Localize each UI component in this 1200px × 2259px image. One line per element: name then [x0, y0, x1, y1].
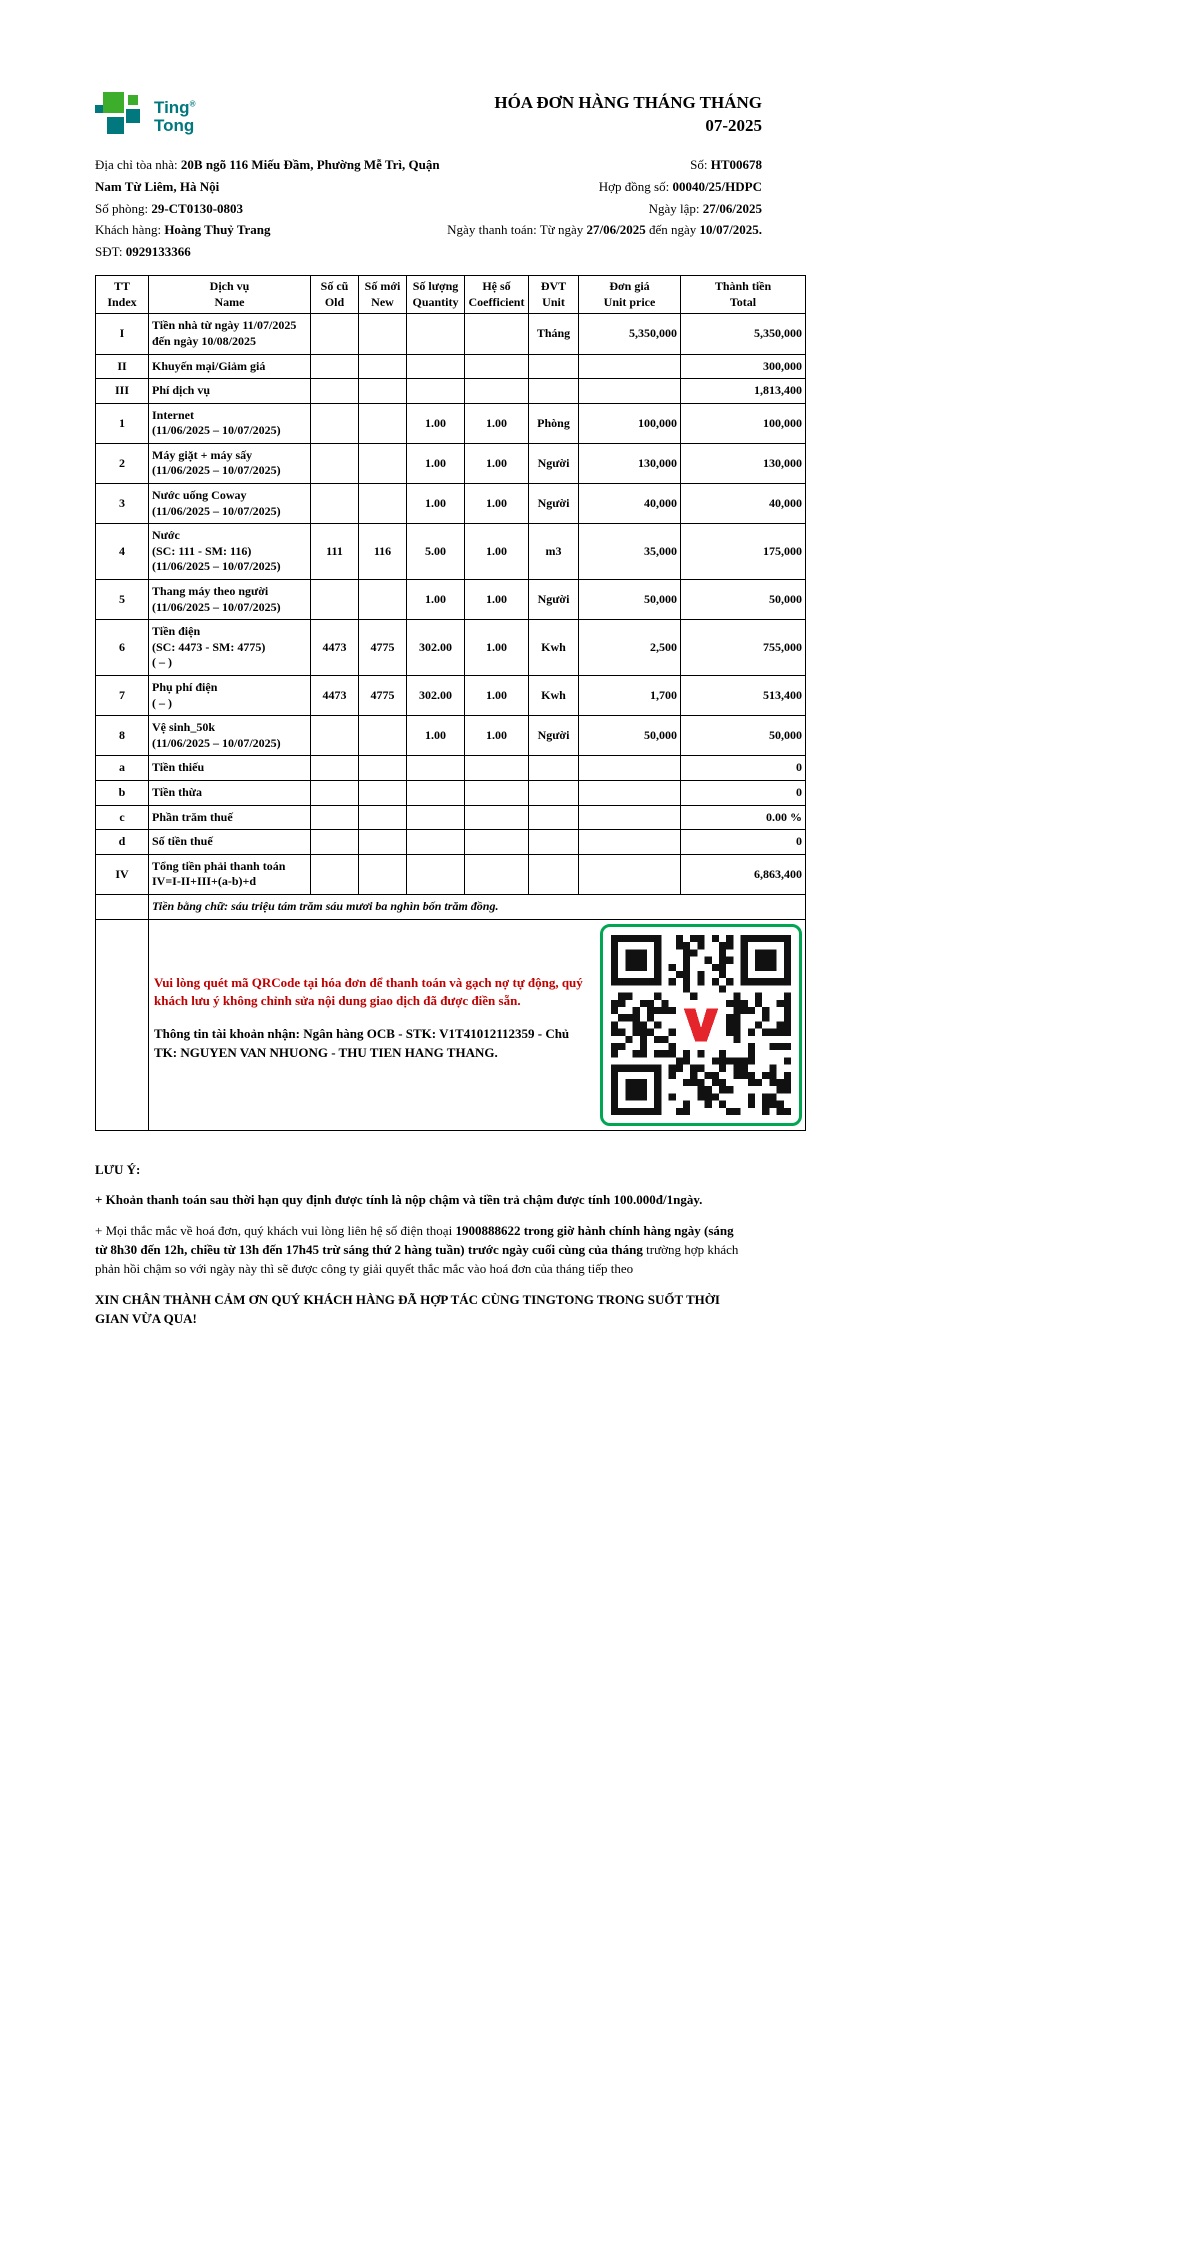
cell-unit-price	[579, 830, 681, 855]
cell-new	[359, 403, 407, 443]
column-header-text: Thành tiền	[714, 279, 772, 294]
column-header-text: Quantity	[412, 294, 459, 309]
cell-name	[149, 580, 311, 620]
table-row	[96, 403, 806, 443]
cell-unit: Kwh	[529, 620, 579, 676]
table-row	[96, 676, 806, 716]
cell-unit: Phòng	[529, 403, 579, 443]
text-segment: + Mọi thắc mắc về hoá đơn, quý khách vui lòng liên hệ số điện thoại	[95, 1223, 456, 1239]
cell-unit: Kwh	[529, 676, 579, 716]
service-name-line: (11/06/2025 – 10/07/2025)	[152, 423, 281, 438]
cell-total: 0	[681, 830, 806, 855]
cell-name	[149, 620, 311, 676]
column-header-text: Số lượng	[412, 279, 459, 294]
invoice-number	[447, 154, 762, 176]
hotline-note	[95, 1222, 743, 1279]
cell-old	[311, 716, 359, 756]
cell-total: 175,000	[681, 524, 806, 580]
column-header-quantity	[407, 276, 465, 314]
cell-new	[359, 830, 407, 855]
text-segment: Hoàng Thuỷ Trang	[164, 222, 271, 238]
cell-coefficient	[465, 314, 529, 354]
service-name-line: Phụ phí điện	[152, 680, 218, 695]
cell-total: 1,813,400	[681, 379, 806, 404]
cell-index: 1	[96, 403, 149, 443]
service-name-line: Phần trăm thuế	[152, 809, 233, 824]
cell-old: 4473	[311, 676, 359, 716]
cell-total: 755,000	[681, 620, 806, 676]
cell-unit	[529, 854, 579, 894]
cell-new	[359, 443, 407, 483]
document-header	[95, 92, 805, 142]
cell-unit-price	[579, 756, 681, 781]
cell-unit-price: 2,500	[579, 620, 681, 676]
cell-total: 300,000	[681, 354, 806, 379]
cell-new: 4775	[359, 620, 407, 676]
column-header-text: Unit price	[603, 294, 656, 309]
cell-name	[149, 443, 311, 483]
cell-index: 3	[96, 484, 149, 524]
cell-unit	[529, 780, 579, 805]
cell-unit	[529, 830, 579, 855]
cell-quantity	[407, 854, 465, 894]
cell-unit: Người	[529, 443, 579, 483]
table-row	[96, 524, 806, 580]
service-name-line: đến ngày 10/08/2025	[152, 333, 257, 348]
cell-coefficient: 1.00	[465, 676, 529, 716]
table-row	[96, 314, 806, 354]
service-name-line: Khuyến mại/Giảm giá	[152, 358, 266, 373]
cell-index: 8	[96, 716, 149, 756]
cell-index: b	[96, 780, 149, 805]
phone-number	[95, 241, 447, 263]
text-segment: trước ngày cuối cùng của tháng	[464, 1242, 647, 1258]
cell-name	[149, 830, 311, 855]
qr-row	[96, 919, 806, 1130]
cell-unit-price	[579, 379, 681, 404]
invoice-document	[95, 0, 805, 1328]
cell-name	[149, 524, 311, 580]
cell-name	[149, 716, 311, 756]
cell-unit-price: 100,000	[579, 403, 681, 443]
qr-section	[149, 919, 806, 1130]
payment-period	[447, 219, 762, 241]
column-header-text: New	[371, 294, 394, 309]
text-segment: SĐT:	[95, 244, 126, 260]
service-name-line: (11/06/2025 – 10/07/2025)	[152, 463, 281, 478]
cell-coefficient	[465, 379, 529, 404]
column-header-text: ĐVT	[540, 279, 567, 294]
cell-old: 4473	[311, 620, 359, 676]
text-segment: 0929133366	[125, 244, 191, 260]
column-header-text: Hệ số	[482, 279, 511, 294]
cell-new	[359, 854, 407, 894]
service-name-line: Nước	[152, 528, 180, 543]
column-header-text: Name	[214, 294, 245, 309]
empty-cell	[96, 919, 149, 1130]
table-row	[96, 484, 806, 524]
cell-total: 40,000	[681, 484, 806, 524]
cell-unit	[529, 379, 579, 404]
column-header-text: Số mới	[364, 279, 401, 294]
bank-account-info	[154, 1025, 590, 1063]
qr-warning-text: Vui lòng quét mã QRCode tại hóa đơn để thanh toán và gạch nợ tự động, quý khách lưu ý không chỉnh sửa nội dung giao dịch đã được điền sẵn.	[154, 974, 583, 1009]
text-segment: Địa chỉ tòa nhà:	[95, 157, 181, 172]
cell-name	[149, 676, 311, 716]
cell-unit-price: 1,700	[579, 676, 681, 716]
text-segment: HT00678	[710, 157, 762, 172]
service-name-line: ( – )	[152, 655, 172, 670]
service-name-line: IV=I-II+III+(a-b)+d	[152, 874, 257, 889]
column-header-coefficient	[465, 276, 529, 314]
logo-wordmark	[154, 99, 195, 135]
cell-old	[311, 854, 359, 894]
thank-you-note: XIN CHÂN THÀNH CẢM ƠN QUÝ KHÁCH HÀNG ĐÃ HỢP TÁC CÙNG TINGTONG TRONG SUỐT THỜI GIAN VỪA QUA!	[95, 1291, 720, 1326]
registered-mark: ®	[189, 99, 196, 109]
text-segment: 27/06/2025	[586, 222, 646, 238]
cell-coefficient	[465, 854, 529, 894]
text-segment: 27/06/2025	[702, 200, 762, 216]
cell-unit-price	[579, 805, 681, 830]
notes-heading: LƯU Ý:	[95, 1161, 141, 1177]
cell-coefficient: 1.00	[465, 524, 529, 580]
text-segment: Thông tin tài khoản nhận: Ngân hàng OCB - STK:	[154, 1026, 440, 1042]
cell-unit: Người	[529, 484, 579, 524]
table-row	[96, 780, 806, 805]
issue-date	[447, 198, 762, 220]
cell-unit-price	[579, 780, 681, 805]
cell-quantity: 1.00	[407, 403, 465, 443]
column-header-text: Old	[324, 294, 345, 309]
column-header-text: Total	[729, 294, 757, 309]
invoice-table	[95, 275, 806, 1130]
cell-unit	[529, 354, 579, 379]
text-segment: 20B ngõ 116 Miếu Đầm, Phường Mễ Trì, Quận Nam Từ Liêm, Hà Nội	[95, 157, 440, 194]
cell-total: 513,400	[681, 676, 806, 716]
text-segment: 00040/25/HDPC	[672, 178, 762, 194]
service-name-line: Vệ sinh_50k	[152, 720, 216, 735]
cell-unit-price	[579, 354, 681, 379]
cell-unit-price: 50,000	[579, 716, 681, 756]
service-name-line: (11/06/2025 – 10/07/2025)	[152, 735, 281, 750]
cell-old	[311, 484, 359, 524]
text-segment: Số:	[690, 157, 711, 172]
text-segment: Ngày thanh toán: Từ ngày	[447, 222, 587, 238]
cell-unit-price: 50,000	[579, 580, 681, 620]
cell-total: 0.00 %	[681, 805, 806, 830]
cell-unit	[529, 805, 579, 830]
page-title: HÓA ĐƠN HÀNG THÁNG THÁNG 07-2025	[494, 93, 762, 135]
cell-coefficient	[465, 354, 529, 379]
cell-old	[311, 314, 359, 354]
cell-unit: Người	[529, 580, 579, 620]
column-header-name	[149, 276, 311, 314]
cell-total: 50,000	[681, 716, 806, 756]
table-row	[96, 756, 806, 781]
room-number	[95, 198, 447, 220]
cell-quantity	[407, 756, 465, 781]
column-header-text: Index	[107, 294, 137, 309]
cell-index: IV	[96, 854, 149, 894]
text-segment: 1900888622 trong giờ hành chính hàng ngày (sáng từ 8h30 đến 12h, chiều từ 13h đến 17h45 trừ sáng thứ 2 hàng tuần)	[95, 1223, 734, 1258]
qr-code	[600, 924, 802, 1126]
cell-total: 130,000	[681, 443, 806, 483]
service-name-line: (SC: 111 - SM: 116)	[152, 543, 252, 558]
amount-in-words-row	[96, 894, 806, 919]
cell-new	[359, 805, 407, 830]
service-name-line: Nước uống Coway	[152, 488, 247, 503]
cell-old	[311, 379, 359, 404]
service-name-line: Máy giặt + máy sấy	[152, 447, 253, 462]
column-header-total	[681, 276, 806, 314]
cell-name	[149, 314, 311, 354]
text-segment: V1T41012112359	[439, 1026, 535, 1042]
table-row	[96, 580, 806, 620]
cell-old	[311, 403, 359, 443]
cell-unit: m3	[529, 524, 579, 580]
cell-index: 6	[96, 620, 149, 676]
column-header-new	[359, 276, 407, 314]
column-header-text: Dịch vụ	[209, 279, 250, 294]
cell-unit: Người	[529, 716, 579, 756]
service-name-line: Tổng tiền phải thanh toán	[152, 858, 286, 873]
cell-old	[311, 830, 359, 855]
invoice-table-body	[96, 314, 806, 895]
service-name-line: Phí dịch vụ	[152, 383, 211, 398]
service-name-line: Số tiền thuế	[152, 834, 213, 849]
text-segment: trường hợp khách phản hồi chậm so với ngày này thì sẽ được công ty giải quyết thắc mắc vào hoá đơn của tháng tiếp theo	[95, 1242, 739, 1276]
service-name-line: Thang máy theo người	[152, 584, 269, 599]
cell-coefficient: 1.00	[465, 620, 529, 676]
cell-old	[311, 443, 359, 483]
column-header-text: Coefficient	[468, 294, 525, 309]
cell-old: 111	[311, 524, 359, 580]
cell-quantity: 1.00	[407, 443, 465, 483]
cell-quantity	[407, 314, 465, 354]
cell-old	[311, 580, 359, 620]
cell-coefficient	[465, 780, 529, 805]
column-header-text: Đơn giá	[609, 279, 650, 294]
text-segment: Khách hàng:	[95, 222, 165, 238]
cell-new	[359, 379, 407, 404]
cell-name	[149, 854, 311, 894]
table-row	[96, 443, 806, 483]
cell-coefficient: 1.00	[465, 484, 529, 524]
cell-coefficient: 1.00	[465, 716, 529, 756]
cell-coefficient: 1.00	[465, 403, 529, 443]
cell-quantity	[407, 805, 465, 830]
cell-new	[359, 484, 407, 524]
contract-number	[447, 176, 762, 198]
cell-name	[149, 756, 311, 781]
building-address	[95, 154, 447, 198]
tingtong-logo-icon	[95, 92, 145, 142]
service-name-line: Internet	[152, 407, 194, 422]
service-name-line: Tiền thừa	[152, 784, 202, 799]
cell-old	[311, 354, 359, 379]
text-segment: Ngày lập:	[648, 200, 703, 216]
table-row	[96, 620, 806, 676]
cell-new: 116	[359, 524, 407, 580]
cell-new	[359, 580, 407, 620]
cell-unit-price: 35,000	[579, 524, 681, 580]
table-header-row	[96, 276, 806, 314]
cell-new	[359, 756, 407, 781]
cell-name	[149, 354, 311, 379]
text-segment: đến ngày	[645, 222, 700, 238]
cell-coefficient: 1.00	[465, 580, 529, 620]
text-segment: Hợp đồng số:	[598, 178, 673, 194]
company-logo	[95, 92, 195, 142]
text-segment: 10/07/2025.	[699, 222, 762, 238]
cell-total: 0	[681, 756, 806, 781]
customer-info	[95, 154, 447, 263]
table-row	[96, 854, 806, 894]
cell-new	[359, 780, 407, 805]
cell-name	[149, 403, 311, 443]
payment-instructions	[152, 924, 590, 1063]
cell-quantity	[407, 830, 465, 855]
table-row	[96, 379, 806, 404]
service-name-line: (11/06/2025 – 10/07/2025)	[152, 599, 281, 614]
service-name-line: Tiền thiếu	[152, 760, 205, 775]
cell-index: 4	[96, 524, 149, 580]
cell-coefficient: 1.00	[465, 443, 529, 483]
cell-quantity: 1.00	[407, 716, 465, 756]
qr-code-image	[611, 935, 791, 1115]
empty-cell	[96, 894, 149, 919]
amount-in-words	[149, 894, 806, 919]
cell-unit: Tháng	[529, 314, 579, 354]
cell-total: 50,000	[681, 580, 806, 620]
late-payment-note: + Khoản thanh toán sau thời hạn quy định được tính là nộp chậm và tiền trả chậm được tính 100.000đ/1ngày.	[95, 1192, 703, 1208]
column-header-old	[311, 276, 359, 314]
column-header-text: Số cũ	[320, 279, 349, 294]
cell-total: 6,863,400	[681, 854, 806, 894]
cell-quantity: 302.00	[407, 676, 465, 716]
table-row	[96, 716, 806, 756]
column-header-text: TT	[113, 279, 130, 294]
cell-unit-price: 5,350,000	[579, 314, 681, 354]
text-segment: .	[494, 1045, 498, 1061]
cell-index: 5	[96, 580, 149, 620]
cell-quantity: 5.00	[407, 524, 465, 580]
cell-name	[149, 805, 311, 830]
cell-unit-price: 40,000	[579, 484, 681, 524]
invoice-info	[95, 154, 805, 263]
cell-name	[149, 780, 311, 805]
text-segment: - Chủ TK:	[154, 1026, 570, 1061]
cell-index: 7	[96, 676, 149, 716]
table-row	[96, 354, 806, 379]
customer-name	[95, 219, 447, 241]
cell-quantity	[407, 354, 465, 379]
cell-index: 2	[96, 443, 149, 483]
cell-quantity	[407, 379, 465, 404]
service-name-line: Tiền điện	[152, 624, 201, 639]
logo-wordmark-bottom: Tong	[154, 116, 195, 135]
table-row	[96, 830, 806, 855]
cell-old	[311, 756, 359, 781]
text-segment: 29-CT0130-0803	[151, 200, 244, 216]
cell-new	[359, 354, 407, 379]
cell-index: I	[96, 314, 149, 354]
cell-old	[311, 805, 359, 830]
column-header-text: Unit	[542, 294, 565, 309]
cell-new	[359, 716, 407, 756]
text-segment: NGUYEN VAN NHUONG - THU TIEN HANG THANG	[180, 1045, 495, 1061]
logo-wordmark-top: Ting®	[154, 98, 196, 118]
cell-coefficient	[465, 830, 529, 855]
table-row	[96, 805, 806, 830]
text-segment: Số phòng:	[95, 200, 152, 216]
cell-unit	[529, 756, 579, 781]
cell-old	[311, 780, 359, 805]
cell-total: 5,350,000	[681, 314, 806, 354]
cell-unit-price	[579, 854, 681, 894]
column-header-index	[96, 276, 149, 314]
service-name-line: (11/06/2025 – 10/07/2025)	[152, 559, 281, 574]
cell-coefficient	[465, 756, 529, 781]
cell-index: a	[96, 756, 149, 781]
cell-index: c	[96, 805, 149, 830]
amount-in-words-value: sáu triệu tám trăm sáu mươi ba nghìn bốn trăm đồng.	[231, 898, 499, 913]
cell-total: 100,000	[681, 403, 806, 443]
cell-new	[359, 314, 407, 354]
invoice-meta	[447, 154, 805, 263]
service-name-line: ( – )	[152, 695, 172, 710]
column-header-unit	[529, 276, 579, 314]
cell-total: 0	[681, 780, 806, 805]
service-name-line: (SC: 4473 - SM: 4775)	[152, 639, 266, 654]
cell-index: II	[96, 354, 149, 379]
cell-quantity	[407, 780, 465, 805]
amount-in-words-label: Tiền bằng chữ:	[152, 898, 232, 913]
cell-new: 4775	[359, 676, 407, 716]
column-header-unit-price	[579, 276, 681, 314]
cell-quantity: 1.00	[407, 580, 465, 620]
service-name-line: Tiền nhà từ ngày 11/07/2025	[152, 318, 297, 333]
cell-unit-price: 130,000	[579, 443, 681, 483]
footer-notes	[95, 1161, 743, 1329]
cell-index: III	[96, 379, 149, 404]
cell-index: d	[96, 830, 149, 855]
cell-name	[149, 484, 311, 524]
cell-quantity: 1.00	[407, 484, 465, 524]
cell-quantity: 302.00	[407, 620, 465, 676]
service-name-line: (11/06/2025 – 10/07/2025)	[152, 503, 281, 518]
cell-name	[149, 379, 311, 404]
cell-coefficient	[465, 805, 529, 830]
